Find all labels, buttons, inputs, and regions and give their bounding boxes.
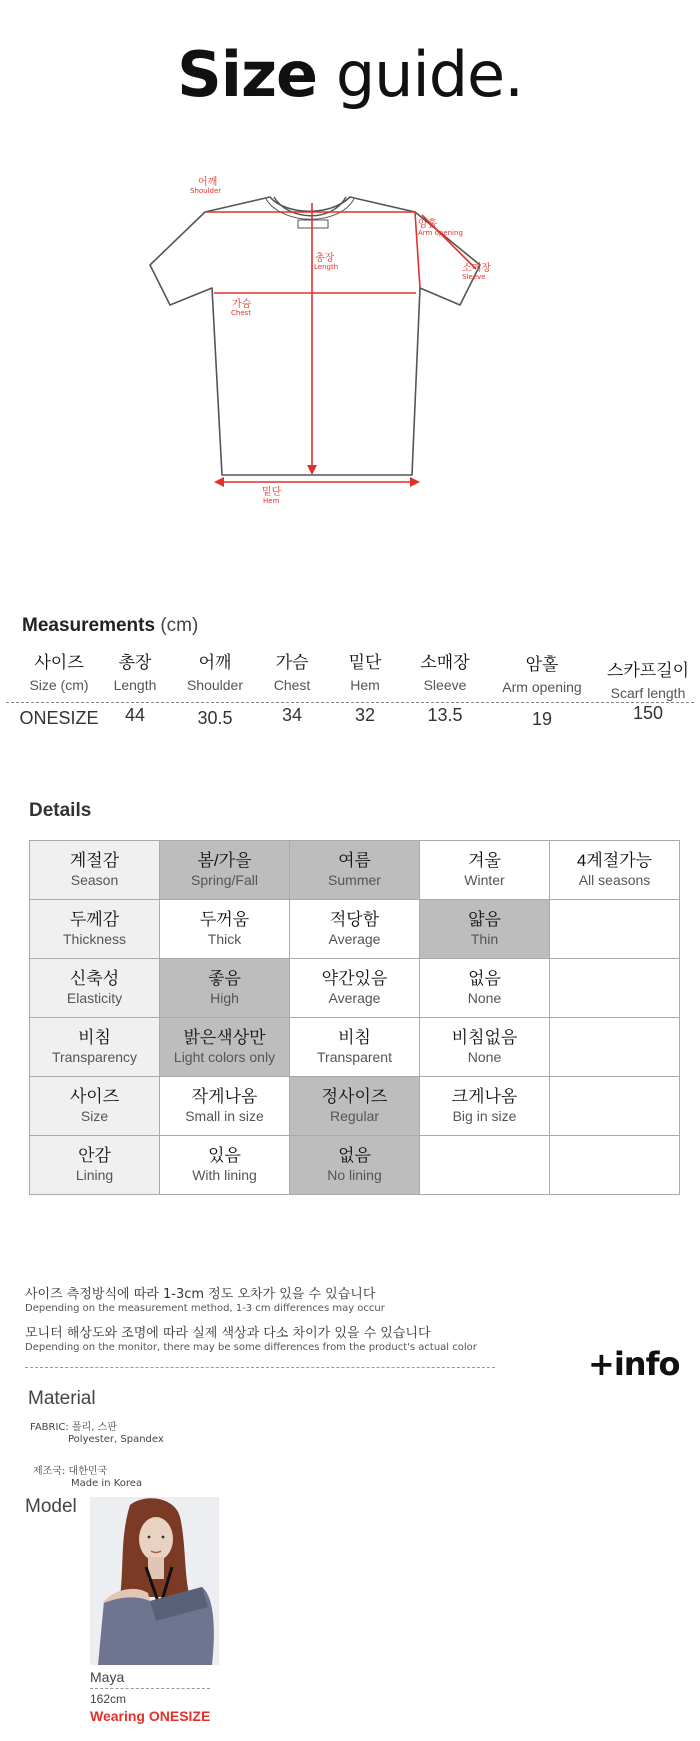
meas-header-en: Hem [350, 677, 380, 693]
cell-en: Regular [329, 1108, 380, 1124]
cell-en: None [467, 1049, 502, 1065]
cell-en: Thick [207, 931, 242, 947]
cell-en: Spring/Fall [191, 872, 258, 888]
cell-en: Summer [328, 872, 381, 888]
details-cell [160, 1077, 290, 1136]
details-row-header [30, 1136, 160, 1195]
meas-header-en: Shoulder [186, 677, 244, 693]
sleeve-label-en: Sleeve [462, 273, 486, 281]
cell-en: Thickness [62, 931, 127, 947]
title-bold: Size [177, 38, 318, 111]
details-cell [420, 959, 550, 1018]
cell-en: Transparency [51, 1049, 138, 1065]
meas-col-size [22, 648, 96, 693]
measurements-title: Measurements [22, 615, 156, 636]
cell-en: Size [80, 1108, 109, 1124]
note-ko: 사이즈 측정방식에 따라 1-3cm 정도 오차가 있을 수 있습니다 [25, 1287, 376, 1302]
details-cell-selected [290, 1136, 420, 1195]
material-fabric [30, 1418, 164, 1445]
tshirt-diagram [150, 177, 550, 565]
cell-en: Winter [464, 872, 505, 888]
meas-header-en: Arm opening [502, 679, 582, 695]
model-heading: Model [25, 1496, 77, 1517]
cell-ko: 여름 [338, 851, 371, 870]
cell-en: Light colors only [173, 1049, 276, 1065]
cell-ko: 좋음 [208, 969, 241, 988]
arm-label-ko: 암홀 [418, 219, 438, 230]
title-light: guide. [335, 38, 523, 111]
details-cell [420, 1077, 550, 1136]
meas-value-arm: 19 [531, 709, 553, 729]
cell-ko: 크게나옴 [451, 1087, 518, 1106]
details-cell [550, 959, 680, 1018]
cell-ko: 겨울 [468, 851, 501, 870]
cell-en: Thin [470, 931, 499, 947]
details-cell [290, 959, 420, 1018]
cell-en: Small in size [185, 1108, 264, 1124]
meas-value-size: ONESIZE [19, 708, 99, 728]
meas-col-length [105, 648, 165, 693]
chest-label-en: Chest [231, 309, 252, 317]
length-label-en: Length [314, 263, 339, 271]
cell-ko: 적당함 [329, 910, 380, 929]
note-measurement [25, 1283, 385, 1314]
meas-header-en: Scarf length [610, 685, 686, 701]
cell-ko: 정사이즈 [321, 1087, 388, 1106]
cell-ko: 신축성 [69, 969, 120, 988]
cell-en: With lining [192, 1167, 257, 1183]
measurements-divider [6, 702, 694, 703]
details-row [30, 1077, 680, 1136]
details-row [30, 959, 680, 1018]
details-grid [29, 840, 680, 1195]
details-cell-selected [160, 959, 290, 1018]
cell-ko: 사이즈 [69, 1087, 120, 1106]
cell-ko: 있음 [208, 1146, 241, 1165]
meas-value-sleeve: 13.5 [427, 705, 463, 725]
cell-ko: 두께감 [69, 910, 120, 929]
details-cell [290, 1018, 420, 1077]
cell-ko: 작게나옴 [191, 1087, 258, 1106]
cell-ko: 약간있음 [321, 969, 388, 988]
cell-en: No lining [327, 1167, 382, 1183]
details-cell-selected [290, 1077, 420, 1136]
meas-col-sleeve [405, 648, 485, 693]
cell-ko: 비침없음 [451, 1028, 518, 1047]
meas-header-ko: 어깨 [198, 653, 232, 672]
details-cell [160, 900, 290, 959]
shoulder-label-ko: 어깨 [198, 177, 218, 188]
origin-en: Made in Korea [71, 1478, 143, 1489]
meas-header-ko: 총장 [118, 653, 152, 672]
details-cell [550, 841, 680, 900]
cell-en: None [467, 990, 502, 1006]
cell-en: Average [328, 990, 381, 1006]
details-cell [550, 1077, 680, 1136]
length-label-ko: 총장 [315, 253, 335, 264]
cell-en: Lining [75, 1167, 114, 1183]
cell-en: High [210, 990, 239, 1006]
details-row [30, 1136, 680, 1195]
meas-col-hem [335, 648, 395, 693]
meas-header-en: Chest [273, 677, 311, 693]
meas-header-ko: 스카프길이 [606, 661, 690, 680]
cell-en: All seasons [578, 872, 651, 888]
meas-header-ko: 가슴 [275, 653, 309, 672]
cell-ko: 없음 [338, 1146, 371, 1165]
details-cell-selected [160, 841, 290, 900]
model-photo [90, 1497, 219, 1665]
details-row-header [30, 900, 160, 959]
cell-ko: 비침 [78, 1028, 111, 1047]
measurements-heading [22, 615, 198, 637]
arm-label-en: Arm opening [418, 229, 463, 237]
meas-col-chest [262, 648, 322, 693]
meas-header-ko: 밑단 [348, 653, 382, 672]
meas-value-hem: 32 [354, 705, 376, 725]
cell-en: Elasticity [66, 990, 123, 1006]
cell-ko: 없음 [468, 969, 501, 988]
origin-label: 제조국: 대한민국 [33, 1466, 108, 1477]
details-cell [420, 841, 550, 900]
cell-en: Big in size [452, 1108, 517, 1124]
cell-ko: 안감 [78, 1146, 111, 1165]
cell-ko: 4계절가능 [576, 851, 653, 870]
cell-ko: 두꺼움 [199, 910, 250, 929]
details-cell [160, 1136, 290, 1195]
material-heading: Material [28, 1388, 96, 1409]
model-illustration [90, 1497, 219, 1665]
meas-value-length: 44 [124, 705, 146, 725]
shoulder-label-en: Shoulder [190, 187, 222, 195]
details-cell [550, 1136, 680, 1195]
meas-value-chest: 34 [281, 705, 303, 725]
details-row [30, 1018, 680, 1077]
fabric-label: FABRIC: 폴리, 스판 [30, 1422, 117, 1433]
details-cell [420, 1136, 550, 1195]
tag-box [298, 220, 328, 228]
cell-en: Transparent [317, 1049, 392, 1065]
details-cell [550, 1018, 680, 1077]
cell-ko: 얇음 [468, 910, 501, 929]
page-title [0, 38, 700, 111]
tshirt-outline [150, 197, 480, 475]
meas-value-scarf: 150 [632, 703, 664, 723]
meas-value-shoulder: 30.5 [197, 708, 233, 728]
notes-divider [25, 1367, 495, 1368]
model-name: Maya [90, 1669, 125, 1685]
meas-col-scarf [598, 656, 698, 701]
note-monitor [25, 1322, 477, 1353]
fabric-en: Polyester, Spandex [68, 1434, 164, 1445]
meas-col-shoulder [175, 648, 255, 693]
note-en: Depending on the measurement method, 1-3 cm differences may occur [25, 1303, 385, 1314]
hem-label-ko: 밑단 [262, 487, 282, 498]
model-wearing: Wearing ONESIZE [90, 1708, 211, 1724]
meas-header-en: Length [113, 677, 157, 693]
details-cell-selected [160, 1018, 290, 1077]
details-row-header [30, 1018, 160, 1077]
meas-header-ko: 암홀 [525, 655, 559, 674]
details-cell [420, 1018, 550, 1077]
details-cell [550, 900, 680, 959]
cell-en: Average [328, 931, 381, 947]
note-en: Depending on the monitor, there may be some differences from the product's actual color [25, 1342, 477, 1353]
details-row-header [30, 959, 160, 1018]
cell-ko: 계절감 [69, 851, 120, 870]
details-row-header [30, 1077, 160, 1136]
sleeve-label-ko: 소매장 [462, 263, 491, 274]
meas-col-arm [492, 650, 592, 695]
note-ko: 모니터 해상도와 조명에 따라 실제 색상과 다소 차이가 있을 수 있습니다 [25, 1326, 431, 1341]
hem-label-en: Hem [263, 497, 280, 505]
cell-ko: 봄/가을 [197, 851, 252, 870]
details-row-header [30, 841, 160, 900]
meas-header-ko: 사이즈 [34, 653, 84, 672]
model-height: 162cm [90, 1692, 127, 1706]
details-cell-selected [420, 900, 550, 959]
measurements-unit: (cm) [160, 615, 199, 636]
details-cell-selected [290, 841, 420, 900]
cell-ko: 밝은색상만 [183, 1028, 266, 1047]
chest-label-ko: 가슴 [232, 299, 252, 310]
meas-header-ko: 소매장 [420, 653, 470, 672]
meas-header-en: Size (cm) [29, 677, 89, 693]
meas-header-en: Sleeve [423, 677, 467, 693]
details-cell [290, 900, 420, 959]
cell-ko: 비침 [338, 1028, 371, 1047]
details-heading: Details [29, 800, 92, 821]
plus-info-label: +info [588, 1345, 680, 1383]
material-origin [33, 1462, 142, 1489]
details-row [30, 841, 680, 900]
details-row [30, 900, 680, 959]
model-divider [90, 1688, 210, 1689]
cell-en: Season [70, 872, 119, 888]
